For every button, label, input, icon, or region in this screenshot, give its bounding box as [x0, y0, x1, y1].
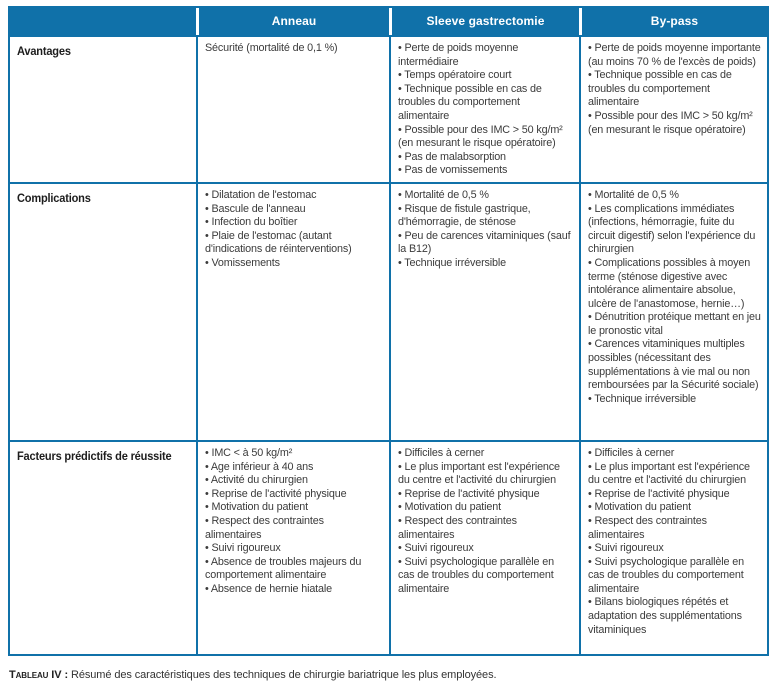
- cell-item: • Suivi psychologique parallèle en cas de troubles du comportement alimentaire: [398, 555, 554, 595]
- cell-item: • Respect des contraintes alimentaires: [398, 514, 517, 541]
- cell-item: • Pas de malabsorption: [398, 150, 506, 163]
- cell-item: • Suivi psychologique parallèle en cas de troubles du comportement alimentaire: [588, 555, 744, 595]
- table-row-complications: [10, 182, 767, 440]
- cell-item: • Dilatation de l'estomac: [205, 188, 317, 201]
- row-label-facteurs: [10, 440, 196, 654]
- cell-item: • Activité du chirurgien: [205, 474, 308, 487]
- cell-item: • Possible pour des IMC > 50 kg/m² (en mesurant le risque opératoire): [398, 123, 563, 150]
- cell-item: • Carences vitaminiques multiples possibles (nécessitant des supplémentations à vie mal ou non remboursées par la Sécurité sociale): [588, 338, 759, 392]
- cell-item: • Perte de poids moyenne importante (au moins 70 % de l'excès de poids): [588, 42, 761, 68]
- cell-item: • Plaie de l'estomac (autant d'indications de réinterventions): [205, 229, 352, 256]
- cell-item: • Le plus important est l'expérience du centre et l'activité du chirurgien: [588, 460, 750, 487]
- cell-item: • Technique irréversible: [398, 256, 507, 269]
- cell-item: • Reprise de l'activité physique: [588, 487, 730, 500]
- cell-item: Sécurité (mortalité de 0,1 %): [205, 42, 338, 54]
- row-label-complications: [10, 182, 196, 440]
- cell-item: • Technique possible en cas de troubles du comportement alimentaire: [398, 82, 542, 122]
- row-label-text: Facteurs prédictifs de réussite: [17, 448, 172, 463]
- cell-item: • Dénutrition protéique mettant en jeu le pronostic vital: [588, 311, 761, 337]
- cell-item: • Absence de hernie hiatale: [205, 582, 332, 595]
- cell-item: • Technique irréversible: [588, 392, 697, 405]
- cell-avantages-sleeve: [389, 35, 579, 182]
- caption-label: Tableau IV :: [9, 668, 69, 681]
- cell-item: • Suivi rigoureux: [398, 542, 474, 555]
- cell-item: • Infection du boîtier: [205, 216, 298, 229]
- header-cell-bypass: By-pass: [579, 8, 767, 35]
- cell-item: • Motivation du patient: [398, 501, 501, 514]
- caption-text: Résumé des caractéristiques des techniques de chirurgie bariatrique les plus employées.: [71, 668, 497, 681]
- header-cell-sleeve: Sleeve gastrectomie: [389, 8, 579, 35]
- cell-item: • Respect des contraintes alimentaires: [205, 514, 324, 541]
- row-label-avantages: [10, 35, 196, 182]
- cell-item: • Reprise de l'activité physique: [205, 487, 347, 500]
- cell-item: • Suivi rigoureux: [205, 542, 281, 555]
- cell-item: • Reprise de l'activité physique: [398, 487, 540, 500]
- cell-avantages-anneau: [196, 35, 389, 182]
- row-label-text: Complications: [17, 190, 91, 205]
- cell-item: • Perte de poids moyenne intermédiaire: [398, 42, 519, 68]
- table-row-facteurs: [10, 440, 767, 654]
- cell-item: • Le plus important est l'expérience du centre et l'activité du chirurgien: [398, 460, 560, 487]
- cell-item: • Les complications immédiates (infections, hémorragie, fuite du circuit digestif) selon l'expérience du chirurgien: [588, 202, 756, 256]
- table-row-avantages: [10, 35, 767, 182]
- cell-facteurs-anneau: [196, 440, 389, 654]
- cell-item: • Mortalité de 0,5 %: [398, 188, 489, 201]
- cell-facteurs-sleeve: [389, 440, 579, 654]
- cell-item: • Risque de fistule gastrique, d'hémorragie, de sténose: [398, 202, 531, 229]
- cell-item: • Possible pour des IMC > 50 kg/m² (en mesurant le risque opératoire): [588, 109, 753, 136]
- cell-item: • Motivation du patient: [588, 501, 691, 514]
- table-caption: [9, 669, 765, 681]
- cell-item: • Difficiles à cerner: [588, 446, 675, 459]
- cell-item: • Respect des contraintes alimentaires: [588, 514, 707, 541]
- cell-item: • Bilans biologiques répétés et adaptation des supplémentations vitaminiques: [588, 596, 742, 636]
- header-cell-rowlabels: [10, 8, 196, 35]
- comparison-table: [8, 6, 769, 656]
- cell-item: • IMC < à 50 kg/m²: [205, 446, 293, 459]
- cell-item: • Difficiles à cerner: [398, 446, 485, 459]
- cell-complications-sleeve: [389, 182, 579, 440]
- cell-item: • Motivation du patient: [205, 501, 308, 514]
- cell-item: • Mortalité de 0,5 %: [588, 188, 679, 201]
- cell-complications-anneau: [196, 182, 389, 440]
- header-cell-anneau: Anneau: [196, 8, 389, 35]
- cell-item: • Pas de vomissements: [398, 164, 508, 177]
- cell-item: • Technique possible en cas de troubles du comportement alimentaire: [588, 69, 732, 109]
- cell-item: • Suivi rigoureux: [588, 542, 664, 555]
- cell-avantages-bypass: [579, 35, 767, 182]
- cell-item: • Absence de troubles majeurs du comportement alimentaire: [205, 555, 362, 582]
- cell-facteurs-bypass: [579, 440, 767, 654]
- cell-item: • Bascule de l'anneau: [205, 202, 306, 215]
- cell-item: • Age inférieur à 40 ans: [205, 460, 314, 473]
- cell-complications-bypass: [579, 182, 767, 440]
- cell-item: • Vomissements: [205, 256, 280, 269]
- cell-item: • Temps opératoire court: [398, 69, 512, 82]
- cell-item: • Peu de carences vitaminiques (sauf la B12): [398, 229, 571, 256]
- cell-item: • Complications possibles à moyen terme (sténose digestive avec intolérance alimentaire absolue, ulcère de l'anastomose, hernie…): [588, 256, 751, 310]
- header-row: [10, 8, 767, 35]
- row-label-text: Avantages: [17, 44, 71, 58]
